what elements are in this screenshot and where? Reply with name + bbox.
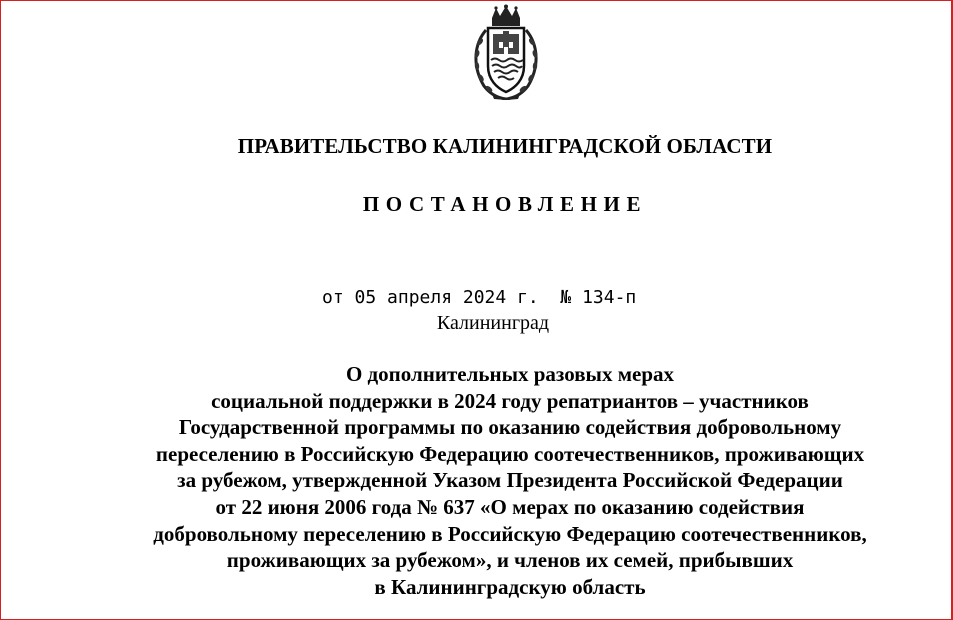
document-type: ПОСТАНОВЛЕНИЕ	[362, 192, 648, 216]
subject-line: Государственной программы по оказанию содействия добровольному	[178, 415, 842, 440]
document-city: Калининград	[436, 312, 550, 334]
subject-line: от 22 июня 2006 года № 637 «О мерах по оказанию содействия	[215, 494, 805, 519]
subject-line: проживающих за рубежом», и членов их семей, прибывших	[226, 548, 794, 573]
coat-of-arms-icon	[466, 4, 546, 100]
subject-line: добровольному переселению в Российскую Федерацию соотечественников,	[153, 521, 867, 546]
subject-line: О дополнительных разовых мерах	[345, 362, 675, 386]
government-title: ПРАВИТЕЛЬСТВО КАЛИНИНГРАДСКОЙ ОБЛАСТИ	[237, 134, 773, 158]
subject-line: переселению в Российскую Федерацию соотечественников, проживающих	[155, 441, 865, 466]
document-subject	[0, 361, 953, 600]
subject-line: социальной поддержки в 2024 году репатриантов – участников	[211, 388, 809, 413]
document-date-number: от 05 апреля 2024 г. № 134-п	[322, 287, 637, 308]
subject-line: в Калининградскую область	[374, 574, 646, 599]
subject-line: за рубежом, утвержденной Указом Президента Российской Федерации	[177, 468, 843, 493]
